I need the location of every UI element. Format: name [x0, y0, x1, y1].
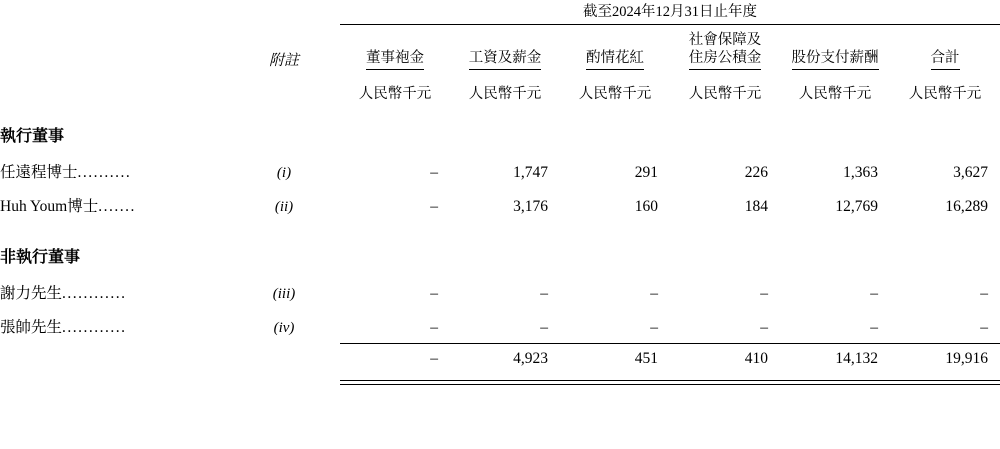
table-row	[0, 154, 1000, 188]
row-name: Huh Youm博士	[0, 198, 99, 216]
unit-social-housing: 人民幣千元	[688, 86, 762, 103]
unit-row	[0, 74, 1000, 107]
column-header-bonus	[560, 25, 670, 74]
column-header-fees-label: 董事袍金	[366, 49, 424, 70]
cell-nonexec-2-salaries: –	[540, 318, 548, 336]
spacer-cell	[228, 0, 340, 25]
cell-exec-1-total: 3,627	[953, 164, 988, 182]
row-name: 謝力先生	[0, 285, 63, 303]
unit-bonus: 人民幣千元	[578, 86, 652, 103]
section-title-executive: 執行董事	[0, 128, 65, 146]
column-header-share-based-label: 股份支付薪酬	[792, 49, 879, 70]
total-salaries: 4,923	[513, 349, 548, 367]
row-label-exec-1	[0, 154, 228, 188]
column-header-social-housing-line1: 社會保障及	[688, 32, 762, 48]
total-share-based: 14,132	[835, 349, 878, 367]
cell-exec-2-social-housing: 184	[744, 198, 768, 216]
row-label-nonexec-1	[0, 275, 228, 309]
row-leader: ............	[62, 319, 127, 337]
cell-exec-1-fees: –	[430, 164, 438, 182]
unit-share-based: 人民幣千元	[798, 86, 872, 103]
cell-nonexec-2-fees: –	[430, 318, 438, 336]
cell-exec-1-share-based: 1,363	[843, 164, 878, 182]
row-name: 張帥先生	[0, 319, 63, 337]
cell-exec-2-share-based: 12,769	[835, 198, 878, 216]
total-bonus: 451	[634, 349, 658, 367]
cell-exec-2-total: 16,289	[945, 198, 988, 216]
double-rule-row	[0, 380, 1000, 384]
table-row	[0, 309, 1000, 343]
cell-nonexec-2-total: –	[980, 318, 988, 336]
cell-nonexec-1-bonus: –	[650, 285, 658, 303]
column-header-row	[0, 25, 1000, 74]
double-rule-salaries	[450, 380, 560, 384]
column-header-social-housing-line2: 住房公積金	[689, 49, 762, 70]
table-row	[0, 275, 1000, 309]
cell-nonexec-1-salaries: –	[540, 285, 548, 303]
period-header: 截至2024年12月31日止年度	[583, 4, 757, 20]
unit-fees: 人民幣千元	[358, 86, 432, 103]
row-note-exec-1: (i)	[276, 165, 292, 182]
column-header-social-housing	[670, 25, 780, 74]
double-rule-social-housing	[670, 380, 780, 384]
column-header-salaries-label: 工資及薪金	[469, 49, 542, 70]
cell-exec-1-social-housing: 226	[744, 164, 768, 182]
cell-exec-2-salaries: 3,176	[513, 198, 548, 216]
spacer-cell	[0, 0, 228, 25]
period-header-row	[0, 0, 1000, 25]
column-header-total	[890, 25, 1000, 74]
row-note-nonexec-1: (iii)	[272, 286, 296, 303]
row-label-nonexec-2	[0, 309, 228, 343]
column-header-share-based	[780, 25, 890, 74]
cell-exec-1-bonus: 291	[634, 164, 658, 182]
row-note-exec-2: (ii)	[274, 199, 294, 216]
section-title-non-executive: 非執行董事	[0, 249, 81, 267]
total-row	[0, 344, 1000, 374]
column-header-total-label: 合計	[931, 49, 960, 70]
column-header-salaries	[450, 25, 560, 74]
cell-nonexec-1-fees: –	[430, 285, 438, 303]
cell-nonexec-2-bonus: –	[650, 318, 658, 336]
row-name: 任遠程博士	[0, 164, 78, 182]
cell-nonexec-2-social-housing: –	[760, 318, 768, 336]
row-leader: .......	[98, 198, 136, 216]
cell-nonexec-1-total: –	[980, 285, 988, 303]
section-title-row	[0, 107, 1000, 154]
unit-total: 人民幣千元	[908, 86, 982, 103]
column-header-bonus-label: 酌情花紅	[586, 49, 644, 70]
cell-nonexec-1-social-housing: –	[760, 285, 768, 303]
row-leader: ............	[62, 285, 127, 303]
double-rule-fees	[340, 380, 450, 384]
section-title-row	[0, 222, 1000, 275]
row-note-nonexec-2: (iv)	[273, 320, 295, 337]
double-rule-share-based	[780, 380, 890, 384]
cell-nonexec-2-share-based: –	[870, 318, 878, 336]
cell-exec-2-fees: –	[430, 198, 438, 216]
column-header-fees	[340, 25, 450, 74]
total-fees: –	[430, 349, 438, 367]
total-total: 19,916	[945, 349, 988, 367]
cell-exec-2-bonus: 160	[634, 198, 658, 216]
cell-exec-1-salaries: 1,747	[513, 164, 548, 182]
double-rule-total	[890, 380, 1000, 384]
row-label-exec-2	[0, 188, 228, 222]
table-row	[0, 188, 1000, 222]
total-social-housing: 410	[744, 349, 768, 367]
cell-nonexec-1-share-based: –	[870, 285, 878, 303]
notes-column-header: 附註	[268, 53, 299, 70]
unit-salaries: 人民幣千元	[468, 86, 542, 103]
row-leader: ..........	[77, 164, 132, 182]
double-rule-bonus	[560, 380, 670, 384]
